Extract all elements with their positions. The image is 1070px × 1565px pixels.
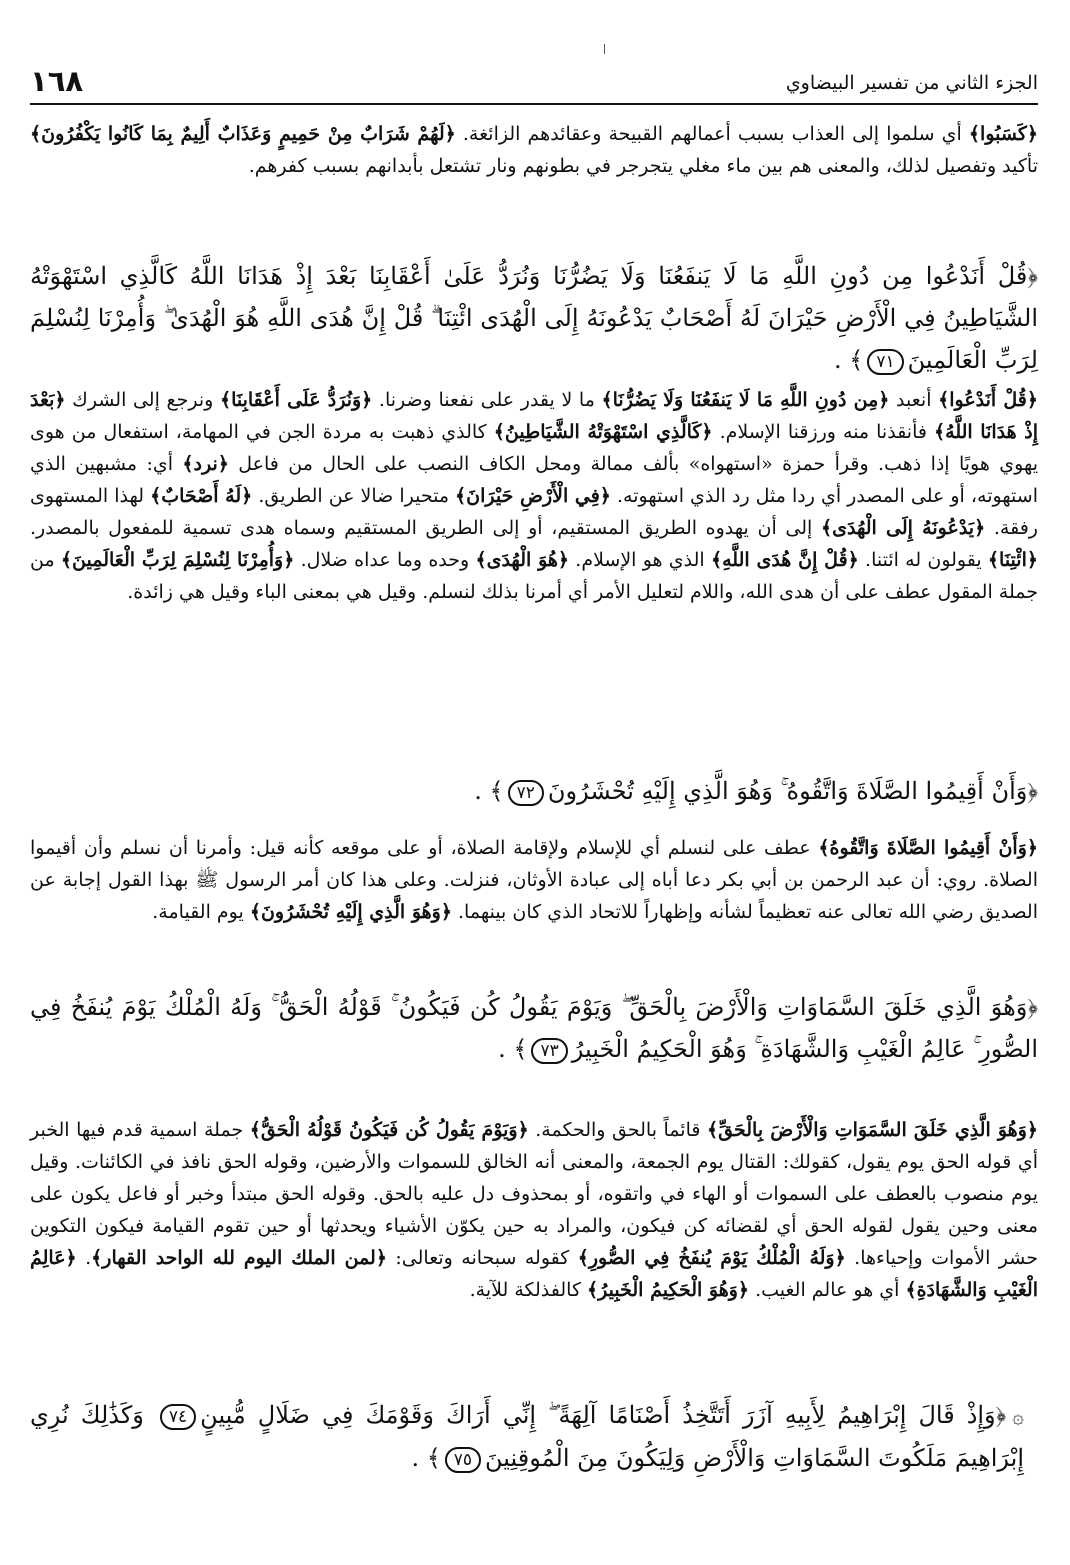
quranic-quote: ﴿لمن الملك اليوم لله الواحد القهار﴾ xyxy=(91,1247,387,1269)
header-divider xyxy=(30,103,1038,105)
commentary-text: ﴿وَإِذْ قَالَ إِبْرَاهِيمُ لِأَبِيهِ آزَرَ أَتَتَّخِذُ أَصْنَامًا آلِهَةً ۖ إِنِّي أَرَاكَ وَقَوْمَكَ فِي ضَلَالٍ مُّبِينٍ xyxy=(200,1401,1007,1429)
commentary-text: ﴿وَأَنْ أَقِيمُوا الصَّلَاةَ وَاتَّقُوهُ ۚ وَهُوَ الَّذِي إِلَيْهِ تُحْشَرُونَ xyxy=(547,777,1038,805)
commentary-text: قائماً بالحق والحكمة. xyxy=(528,1119,707,1141)
quranic-quote: ﴿هُوَ الْهُدَى﴾ xyxy=(475,549,570,571)
commentary-text: أي: مشبهين الذي استهوته، أو على المصدر أي ردا مثل رد الذي استهوته. xyxy=(30,453,1038,507)
quranic-quote: ﴿قُلْ أَنَدْعُوا﴾ xyxy=(938,389,1039,411)
commentary-text: تأكيد وتفصيل لذلك، والمعنى هم بين ماء مغلي يتجرجر في بطونهم ونار تشتعل بأبدانهم بسبب كفرهم. xyxy=(248,155,1038,177)
commentary-text: إلى أن يهدوه الطريق المستقيم، أو إلى الطريق المستقيم وسماه هدى تسمية للمفعول بالمصدر. xyxy=(30,517,821,539)
running-title: الجزء الثاني من تفسير البيضاوي xyxy=(785,72,1038,94)
commentary-text: أنعبد xyxy=(889,389,939,411)
commentary-text: ﴾ . xyxy=(411,1444,441,1472)
page-number: ١٦٨ xyxy=(30,64,84,98)
ayah-number-marker: ٧٥ xyxy=(445,1447,481,1473)
quranic-quote: ﴿نرد﴾ xyxy=(182,453,229,475)
commentary-paragraph-2 xyxy=(30,384,1038,608)
quranic-quote: ﴿عَالِمُ الْغَيْبِ وَالشَّهَادَةِ﴾ xyxy=(30,1247,1038,1301)
commentary-text: جملة اسمية قدم فيها الخبر أي قوله الحق يوم يقول، كقولك: القتال يوم الجمعة، والمعنى أنه الخالق للسموات والأرضين، وقوله الحق نافذ في الكائنات. وقيل يوم منصوب بالعطف على السموات أو الهاء في واتقوه، أو بمحذوف دل عليه بالحق. وقوله الحق مبتدأ وخبر أو فاعل يكون على معنى وحين يقول لقوله الحق أي لقضائه كن فيكون، والمراد به حين يكوّن الأشياء ويحدثها أو حين تقوم القيامة فيكون التكوين حشر الأموات وإحياءها. xyxy=(30,1119,1038,1269)
commentary-text: وَكَذَٰلِكَ نُرِي إِبْرَاهِيمَ مَلَكُوتَ السَّمَاوَاتِ وَالْأَرْضِ وَلِيَكُونَ مِنَ الْمُوقِنِينَ xyxy=(30,1401,1024,1472)
ayah-number-marker: ٧٤ xyxy=(160,1404,196,1430)
commentary-text: فأنقذنا منه ورزقنا الإسلام. xyxy=(712,421,935,443)
commentary-text: ﴿قُلْ أَنَدْعُوا مِن دُونِ اللَّهِ مَا لَا يَنفَعُنَا وَلَا يَضُرُّنَا وَنُرَدُّ عَلَىٰ أَعْقَابِنَا بَعْدَ إِذْ هَدَانَا اللَّهُ كَالَّذِي اسْتَهْوَتْهُ الشَّيَاطِينُ فِي الْأَرْضِ حَيْرَانَ لَهُ أَصْحَابٌ يَدْعُونَهُ إِلَى الْهُدَى ائْتِنَا ۗ قُلْ إِنَّ هُدَى اللَّهِ هُوَ الْهُدَىٰ ۖ وَأُمِرْنَا لِنُسْلِمَ لِرَبِّ الْعَالَمِينَ xyxy=(30,262,1038,374)
verse-74-75 xyxy=(30,1394,1038,1479)
quranic-quote: ﴿لَهُ أَصْحَابٌ﴾ xyxy=(150,485,253,507)
quranic-quote: ﴿وَهُوَ الَّذِي إِلَيْهِ تُحْشَرُونَ﴾ xyxy=(249,901,452,923)
verse-71 xyxy=(30,255,1038,381)
verse-73 xyxy=(30,986,1038,1070)
quranic-quote: ﴿وَهُوَ الَّذِي خَلَقَ السَّمَوَاتِ وَالْأَرْضَ بِالْحَقِّ﴾ xyxy=(707,1119,1039,1141)
quranic-quote: ﴿ائْتِنَا﴾ xyxy=(987,549,1038,571)
commentary-paragraph-1 xyxy=(30,118,1038,182)
commentary-text: من جملة المقول عطف على أن هدى الله، واللام لتعليل الأمر أي أمرنا بذلك لنسلم. وقيل هي بمعنى الباء وقيل هي زائدة. xyxy=(30,549,1038,603)
commentary-text: ﴾ . xyxy=(474,777,504,805)
quranic-quote: ﴿وَيَوْمَ يَقُولُ كُن فَيَكُونُ قَوْلُهُ الْحَقُّ﴾ xyxy=(249,1119,529,1141)
commentary-paragraph-3 xyxy=(30,832,1038,928)
commentary-text: ﴿وَهُوَ الَّذِي خَلَقَ السَّمَاوَاتِ وَالْأَرْضَ بِالْحَقِّ ۖ وَيَوْمَ يَقُولُ كُن فَيَكُونُ ۚ قَوْلُهُ الْحَقُّ ۚ وَلَهُ الْمُلْكُ يَوْمَ يُنفَخُ فِي الصُّورِ ۚ عَالِمُ الْغَيْبِ وَالشَّهَادَةِ ۚ وَهُوَ الْحَكِيمُ الْخَبِيرُ xyxy=(30,993,1038,1063)
quranic-quote: ﴿كَالَّذِي اسْتَهْوَتْهُ الشَّيَاطِينُ﴾ xyxy=(493,421,713,443)
commentary-text: متحيرا ضالا عن الطريق. xyxy=(252,485,456,507)
commentary-text: كالفذلكة للآية. xyxy=(469,1279,588,1301)
commentary-text: أي سلموا إلى العذاب بسبب أعمالهم القبيحة وعقائدهم الزائغة. xyxy=(455,123,969,145)
quranic-quote: ﴿قُلْ إِنَّ هُدَى اللَّهِ﴾ xyxy=(710,549,859,571)
quranic-quote: ﴿بَعْدَ إِذْ هَدَانَا اللَّهُ﴾ xyxy=(30,389,1039,443)
quranic-quote: ﴿وَهُوَ الْحَكِيمُ الْخَبِيرُ﴾ xyxy=(587,1279,750,1301)
commentary-text: كقوله سبحانه وتعالى: xyxy=(386,1247,578,1269)
commentary-paragraph-4 xyxy=(30,1114,1038,1306)
ayah-number-marker: ٧١ xyxy=(867,349,903,375)
commentary-text: أي هو عالم الغيب. xyxy=(749,1279,906,1301)
hizb-star-icon: ۞ xyxy=(1012,1404,1024,1428)
commentary-text: ما لا يقدر على نفعنا وضرنا. xyxy=(372,389,602,411)
quranic-quote: ﴿وَأَنْ أَقِيمُوا الصَّلَاةَ وَاتَّقُوهُ﴾ xyxy=(818,837,1038,859)
ayah-number-marker: ٧٢ xyxy=(508,780,544,806)
ayah-number-marker: ٧٣ xyxy=(531,1038,567,1064)
commentary-text: . xyxy=(76,1247,92,1269)
commentary-text: ونرجع إلى الشرك xyxy=(65,389,220,411)
document-page xyxy=(30,0,1038,1565)
commentary-text: يوم القيامة. xyxy=(152,901,250,923)
page-header xyxy=(30,58,1038,98)
quranic-quote: ﴿فِي الْأَرْضِ حَيْرَانَ﴾ xyxy=(455,485,611,507)
page-tick-mark xyxy=(604,44,605,54)
commentary-text: ﴾ . xyxy=(834,346,864,374)
commentary-text: الذي هو الإسلام. xyxy=(569,549,711,571)
commentary-text: وحده وما عداه ضلال. xyxy=(294,549,476,571)
quranic-quote: ﴿وَنُرَدُّ عَلَى أَعْقَابِنَا﴾ xyxy=(219,389,373,411)
quranic-quote: ﴿وَأُمِرْنَا لِنُسْلِمَ لِرَبِّ الْعَالَمِينَ﴾ xyxy=(60,549,295,571)
commentary-text: يقولون له ائتنا. xyxy=(858,549,988,571)
verse-72 xyxy=(30,770,1038,812)
quranic-quote: ﴿لَهُمْ شَرَابٌ مِنْ حَمِيمٍ وَعَذَابٌ أَلِيمٌ بِمَا كَانُوا يَكْفُرُونَ﴾ xyxy=(30,123,456,145)
quranic-quote: ﴿وَلَهُ الْمُلْكُ يَوْمَ يُنفَخُ فِي الصُّورِ﴾ xyxy=(577,1247,846,1269)
commentary-text: عطف على لنسلم أي للإسلام ولإقامة الصلاة، أو على موقعه كأنه قيل: وأمرنا أن نسلم وأن أقيموا الصلاة. روي: أن عبد الرحمن بن أبي بكر دعا أباه إلى عبادة الأوثان، فنزلت. وعلى هذا كان أمر الرسول ﷺ بهذا القول إجابة عن الصديق رضي الله تعالى عنه تعظيماً لشأنه وإظهاراً للاتحاد الذي كان بينهما. xyxy=(30,837,1038,923)
commentary-text: كالذي ذهبت به مردة الجن في المهامة، استفعال من هوى يهوي هويًا إذا ذهب. وقرأ حمزة «استهواه» بألف ممالة ومحل الكاف النصب على الحال من فاعل xyxy=(30,421,1038,475)
quranic-quote: ﴿كَسَبُوا﴾ xyxy=(968,123,1038,145)
commentary-text: ﴾ . xyxy=(498,1035,528,1063)
commentary-text: لهذا المستهوى رفقة. xyxy=(30,485,1038,539)
quranic-quote: ﴿يَدْعُونَهُ إِلَى الْهُدَى﴾ xyxy=(820,517,986,539)
quranic-quote: ﴿مِن دُونِ اللَّهِ مَا لَا يَنفَعُنَا وَلَا يَضُرُّنَا﴾ xyxy=(601,389,890,411)
